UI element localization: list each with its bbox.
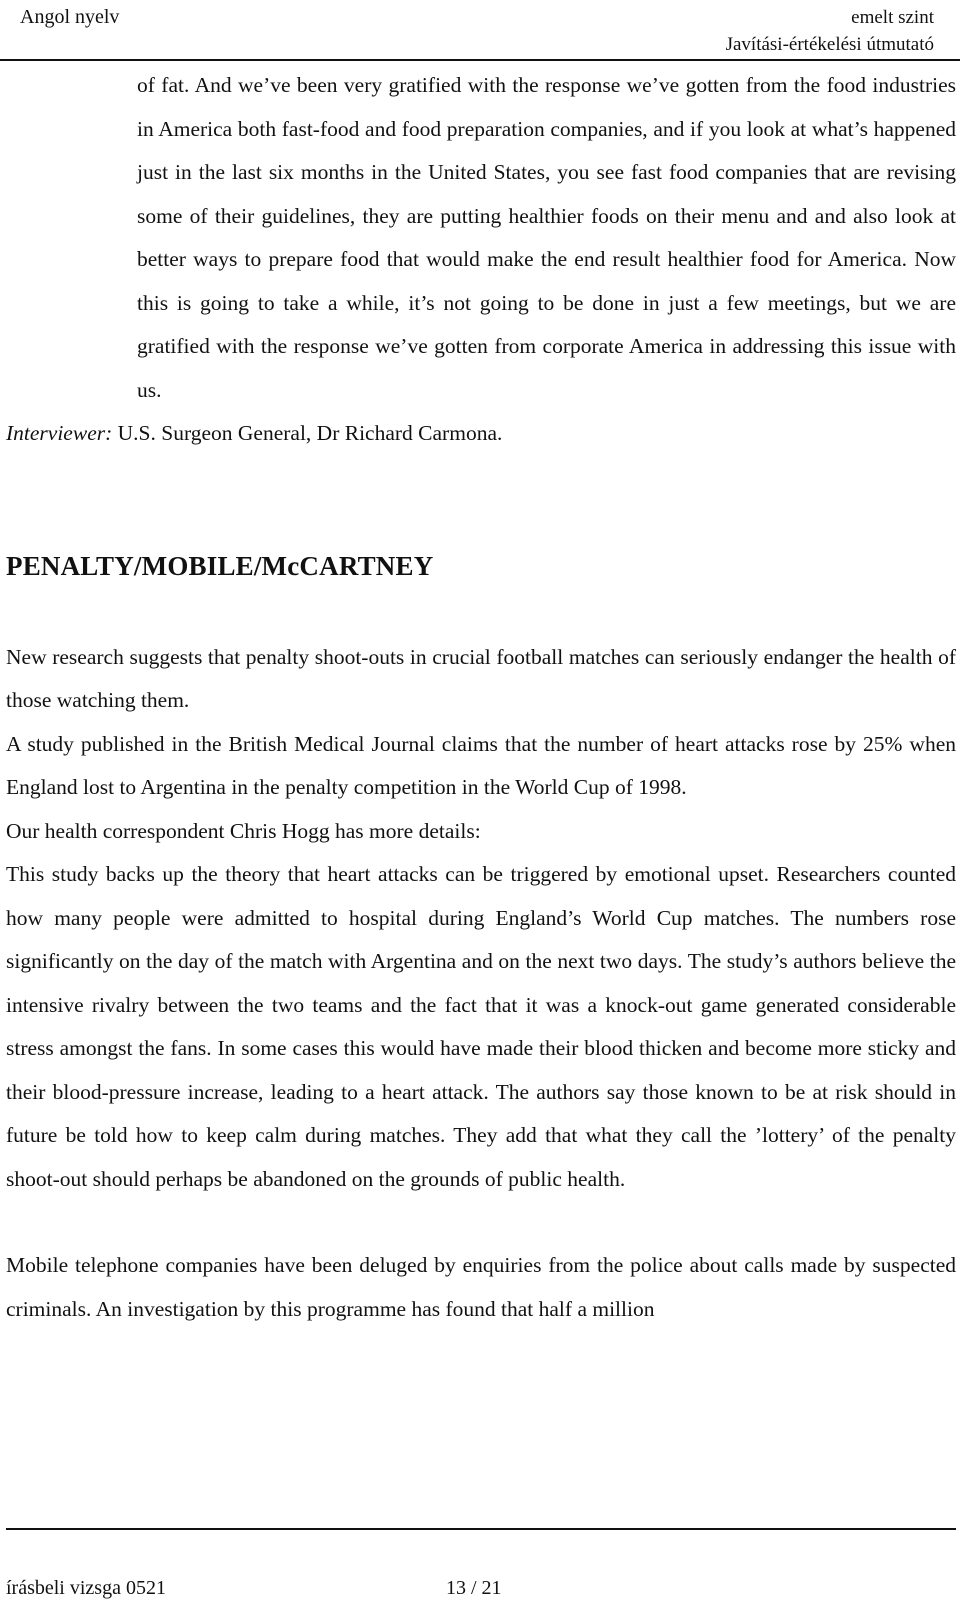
footer-page-number: 13 / 21 [446,1577,502,1599]
page-header [0,0,960,60]
section-title-spacer [6,586,956,636]
header-level: emelt szint [851,7,934,28]
interviewer-label: Interviewer: [6,421,113,445]
paragraph-gap [6,1201,956,1244]
header-subject: Angol nyelv [20,6,120,28]
interviewer-text: U.S. Surgeon General, Dr Richard Carmona. [112,421,503,445]
interviewer-line [6,412,956,456]
header-divider [0,59,960,61]
footer-exam-code: írásbeli vizsga 0521 [6,1577,166,1599]
section-title: PENALTY/MOBILE/McCARTNEY [6,550,434,581]
body-paragraph: Our health correspondent Chris Hogg has more details: [6,818,481,843]
body-paragraph: Mobile telephone companies have been deluged by enquiries from the police about calls made by suspected criminals. An investigation by this programme has found that half a million [6,1253,956,1321]
body-paragraph: A study published in the British Medical Journal claims that the number of heart attacks rose by 25% when England lost to Argentina in the penalty competition in the World Cup of 1998. [6,731,956,799]
body-paragraph: This study backs up the theory that heart attacks can be triggered by emotional upset. Researchers counted how many people were admitted to hospital during England’s World Cup matches. The numbers rose significantly on the day of the match with Argentina and on the next two days. The study’s authors believe the intensive rivalry between the two teams and the fact that it was a knock-out game generated considerable stress amongst the fans. In some cases this would have made their blood thicken and become more sticky and their blood-pressure increase, leading to a heart attack. The authors say those known to be at risk should in future be told how to keep calm during matches. They add that what they call the ’lottery’ of the penalty shoot-out should perhaps be abandoned on the grounds of public health. [6,862,956,1191]
continuation-paragraph: of fat. And we’ve been very gratified with the response we’ve gotten from the food industries in America both fast-food and food preparation companies, and if you look at what’s happened just in the last six months in the United States, you see fast food companies that are revising some of their guidelines, they are putting healthier foods on their menu and and also look at better ways to prepare food that would make the end result healthier food for America. Now this is going to take a while, it’s not going to be done in just a few meetings, but we are gratified with the response we’ve gotten from corporate America in addressing this issue with us. [137,73,956,402]
body-paragraph: New research suggests that penalty shoot-outs in crucial football matches can seriously endanger the health of those watching them. [6,644,956,712]
header-level-info [726,4,934,58]
page-content [6,64,956,1331]
header-guide-title: Javítási-értékelési útmutató [725,34,934,55]
footer-divider [6,1528,956,1530]
